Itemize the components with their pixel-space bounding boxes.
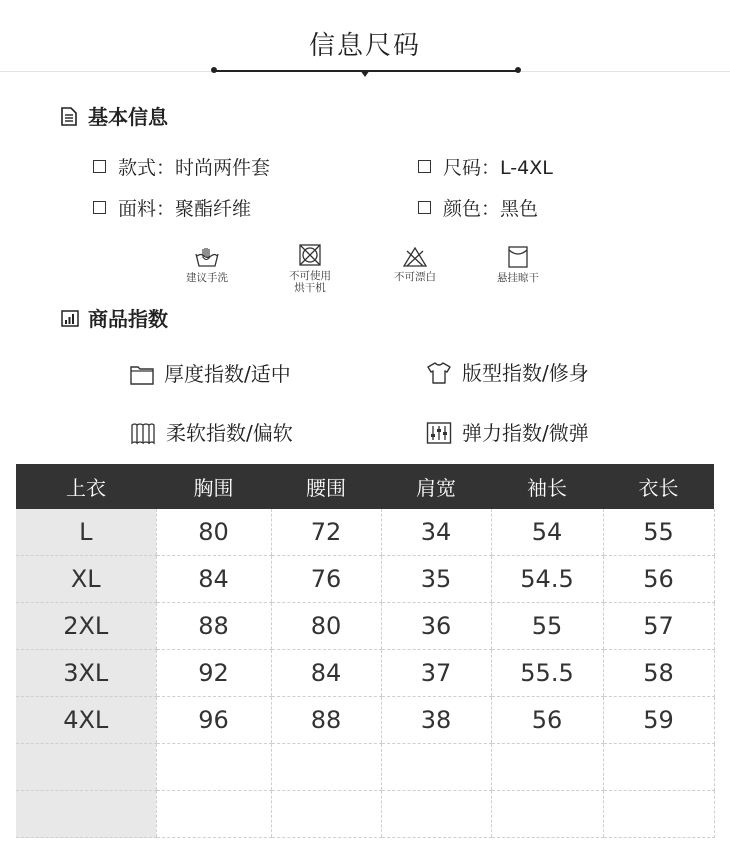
table-cell: 35 [381,556,491,603]
basic-info-title: 基本信息 [88,105,168,129]
table-cell [603,791,714,838]
table-row [16,697,714,744]
attr-style: 款式：时尚两件套 [93,155,270,181]
underline-dot-left [211,67,217,73]
table-row [16,603,714,650]
table-cell: 55 [491,603,603,650]
table-cell [381,744,491,791]
fabric-icon [130,421,156,445]
folder-icon [130,363,154,385]
page-title: 信息尺码 [308,31,421,61]
sliders-icon [426,421,452,445]
table-cell: 36 [381,603,491,650]
table-cell: 92 [156,650,271,697]
index-softness: 柔软指数/偏软 [130,420,293,446]
care-label: 烘干机 [294,282,326,294]
table-cell: 57 [603,603,714,650]
size-cell: XL [16,556,156,603]
care-label: 悬挂晾干 [497,272,539,284]
table-cell: 84 [156,556,271,603]
table-row [16,650,714,697]
tshirt-icon [426,361,452,385]
hang-dry-icon [507,245,529,269]
care-item-hang-dry [473,245,563,284]
table-cell: 96 [156,697,271,744]
table-cell [271,791,381,838]
document-icon [61,107,77,130]
size-cell: 2XL [16,603,156,650]
table-cell: 56 [491,697,603,744]
attr-fabric: 面料：聚酯纤维 [93,196,251,222]
bar-chart-icon [61,310,79,331]
no-tumble-dry-icon [298,243,322,267]
care-item-no-bleach [370,246,460,283]
table-cell [271,744,381,791]
care-label: 不可漂白 [394,271,436,283]
checkbox-square [93,160,106,173]
table-row-empty [16,744,714,791]
hand-wash-icon [194,245,220,269]
table-cell: 55.5 [491,650,603,697]
size-cell [16,791,156,838]
table-cell: 72 [271,509,381,556]
attr-size: 尺码：L-4XL [418,155,553,181]
header-cell: 上衣 [16,464,156,509]
care-label: 不可使用 [289,270,331,282]
no-bleach-icon [402,246,428,268]
table-row [16,509,714,556]
index-thickness: 厚度指数/适中 [130,361,291,387]
header-cell: 腰围 [271,464,381,509]
care-item-hand-wash [162,245,252,284]
care-item-no-dryer [265,243,355,294]
table-cell: 54 [491,509,603,556]
underline-pointer [360,70,370,77]
underline-dot-right [515,67,521,73]
table-cell: 54.5 [491,556,603,603]
table-cell: 84 [271,650,381,697]
table-cell: 80 [156,509,271,556]
table-cell: 76 [271,556,381,603]
table-cell: 88 [271,697,381,744]
table-row [16,556,714,603]
checkbox-square [93,201,106,214]
table-cell: 55 [603,509,714,556]
index-fit: 版型指数/修身 [426,360,589,386]
size-table [16,464,715,838]
table-cell [156,744,271,791]
header-cell: 衣长 [603,464,714,509]
table-cell: 37 [381,650,491,697]
size-cell: 3XL [16,650,156,697]
header-cell: 胸围 [156,464,271,509]
table-cell [491,791,603,838]
header-cell: 袖长 [491,464,603,509]
table-cell: 88 [156,603,271,650]
product-index-title: 商品指数 [88,307,168,331]
size-cell [16,744,156,791]
table-row-empty [16,791,714,838]
index-elasticity: 弹力指数/微弹 [426,420,589,446]
checkbox-square [418,201,431,214]
table-cell [381,791,491,838]
attr-color: 颜色：黑色 [418,196,538,222]
table-cell: 38 [381,697,491,744]
table-cell: 58 [603,650,714,697]
table-cell: 59 [603,697,714,744]
table-cell [156,791,271,838]
care-label: 建议手洗 [186,272,228,284]
checkbox-square [418,160,431,173]
table-cell [491,744,603,791]
table-header-row [16,464,714,509]
table-cell: 34 [381,509,491,556]
size-cell: 4XL [16,697,156,744]
table-cell [603,744,714,791]
size-cell: L [16,509,156,556]
header-cell: 肩宽 [381,464,491,509]
table-cell: 80 [271,603,381,650]
table-cell: 56 [603,556,714,603]
